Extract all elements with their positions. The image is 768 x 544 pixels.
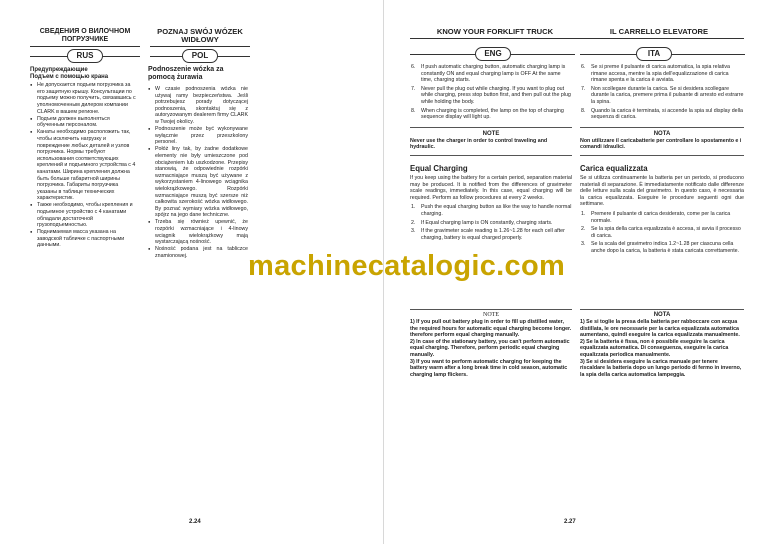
list-item: ● Trzeba się również upewnić, że rozpórki wzmacniające i 4-linowy wciągnik wielokrążkowy mają wystarczającą nośność. (148, 219, 248, 245)
ru-bullet-list (30, 82, 138, 249)
en-note1-title: NOTE (482, 130, 500, 137)
page-number-left: 2.24 (189, 519, 201, 525)
en-note2-rule (410, 309, 572, 310)
watermark-text: machinecatalogic.com (248, 250, 566, 282)
en-note2-title: NOTE (483, 312, 499, 318)
it-equal-charging-text: Se si utilizza continuamente la batteria per un periodo, si producono materiali di separazione. È immediatamente notificato dalle differenze delle letture sulla scala del gravimetro. In questo caso, è necessaria la carica equalizzata. Eseguire le procedure seguenti ogni due settimane. (580, 174, 744, 208)
it-header-rule (574, 38, 744, 39)
it-equal-charging-title: Carica equalizzata (580, 163, 648, 173)
it-steps-top (580, 64, 744, 121)
en-note1-bottom-rule (410, 155, 572, 156)
it-note2-title: NOTA (653, 312, 671, 318)
it-note1-rule (580, 127, 744, 128)
en-note1-text: Never use the charger in order to control traveling and hydraulic. (410, 137, 548, 151)
list-item: 2. Se la spia della carica equalizzata è accesa, si avvia il processo di carica. (581, 226, 741, 239)
it-note1-bottom-rule (580, 155, 744, 156)
list-item: ● Не допускается подъем погрузчика за его защитную крышу. Консультации по подъему можно получить, связавшись с уполномоченным дилером компании CLARK в вашем регионе. (30, 82, 138, 115)
it-note1-text: Non utilizzare il caricabatterie per controllare lo spostamento e i comandi idraulici. (580, 137, 742, 151)
list-item: 8. When charging is completed, the lamp on the top of charging sequence display will light up. (411, 107, 564, 121)
en-equal-charging-text: If you keep using the battery for a certain period, separation material may be produced. It is notified from the differences of gravimeter scale readings, immediately. In this case, equal charging will be required. Perform as follow procedures at every 2 weeks. (410, 174, 572, 201)
it-eq-steps (580, 211, 744, 255)
en-steps-top (410, 64, 572, 121)
ru-section-header: СВЕДЕНИЯ О ВИЛОЧНОМ ПОГРУЗЧИКЕ (39, 28, 131, 43)
en-eq-steps (410, 204, 572, 241)
en-column (410, 64, 572, 243)
en-note2-line: 3) If you want to perform automatic charging for keeping the battery warm after a long break time in cold season, automatic charging lamp flickers. (410, 358, 568, 378)
list-item: 1. Push the equal charging button as like the way to handle normal charging. (411, 204, 572, 217)
list-item: ● Канаты необходимо расположить так, чтобы исключить нагрузку и повреждение любых деталей и узлов погрузчика. Нормы требуют использования соответствующих креплений и подъемного устройства с 4 канатами. Ширина крепления должна быть больше габаритной ширины погрузчика. Габариты погрузчика указаны в таблице технических характеристик. (30, 129, 138, 202)
en-header-rule (410, 38, 580, 39)
en-equal-charging-title: Equal Charging (410, 163, 468, 173)
list-item: ● Также необходимо, чтобы крепления и подъемное устройство с 4 канатами обладали достаточной грузоподъемностью. (30, 202, 138, 228)
list-item: 6. If push automatic charging button, automatic charging lamp is constantly ON and equal charging lamp is OFF At the same time, charging starts. (411, 64, 566, 84)
it-note2-line: 1) Se si toglie la presa della batteria per rabboccare con acqua distillata, le ore necessarie per la carica equalizzata automatica aumentano, quindi eseguire la carica equalizzata manualmente. (580, 319, 740, 339)
pl-section-header: POZNAJ SWÓJ WÓZEK WIDŁOWY (157, 27, 243, 44)
en-note2-line: 2) In case of the stationary battery, you can't perform automatic equal charging. Therefore, perform periodic equal charging manually. (410, 338, 570, 358)
ru-crane-title: Подъем с помощью крана (30, 73, 109, 80)
list-item: 3. If the gravimeter scale reading is 1.26~1.28 for each cell after charging, battery is equal charged properly. (411, 228, 565, 241)
list-item: 8. Quando la carica è terminata, si accende la spia sul display della sequenza di carica. (581, 107, 743, 121)
en-note2 (410, 311, 572, 378)
en-note2-line: 1) If you pull out battery plug in order to fill up distilled water, the required hours for automatic equal charging become longer. therefore perform equal charging manually. (410, 319, 572, 339)
ru-language-tag: RUS (67, 49, 103, 63)
pl-header-rule (150, 46, 250, 47)
ru-warning-title: Предупреждающие (30, 67, 88, 73)
list-item: ● W czasie podnoszenia wózka nie używaj ramy bezpieczeństwa. Jeśli potrzebujesz porady dotyczącej podnoszenia, skontaktuj się z autoryzowanym dealerem firmy CLARK w Twojej okolicy. (148, 86, 248, 126)
list-item: ● Поднимаемая масса указана на заводской табличке с паспортными данными. (30, 229, 138, 249)
list-item: 7. Never pull the plug out while charging. If you want to plug out while charging, press stop button first, and then pull out the plug while holding the body. (411, 85, 571, 105)
en-note1-rule (410, 127, 572, 128)
list-item: ● Nośność podana jest na tabliczce znamionowej. (148, 246, 248, 259)
list-item: ● Подъем должен выполняться обученным персоналом. (30, 116, 138, 129)
it-note2-rule (580, 309, 744, 310)
pl-column (148, 66, 248, 260)
en-language-tag: ENG (475, 47, 511, 61)
it-note2-line: 3) Se si desidera eseguire la carica manuale per tenere riscaldare la batteria dopo un lungo periodo di fermo in inverno, la spia della carica automatica lampeggia. (580, 358, 742, 378)
it-note2 (580, 311, 744, 378)
list-item: 7. Non scollegare durante la carica. Se si desidera scollegare durante la carica, premere prima il pulsante di arresto ed estrarre la spina. (581, 85, 744, 105)
it-note1-title: NOTA (653, 130, 671, 137)
page-number-right: 2.27 (564, 519, 576, 525)
list-item: 6. Se si preme il pulsante di carica automatica, la spia relativa rimane accesa, mentre la spia dell'equalizzazione di carica rimane spenta e la carica è avviata. (581, 64, 730, 84)
list-item: 2. If Equal charging lamp is ON constantly, charging starts. (411, 219, 553, 226)
pl-language-tag: POL (182, 49, 218, 63)
list-item: ● Połóż liny tak, by żadne dodatkowe elementy nie były umieszczone pod obciążeniem lub uszkodzone. Przepisy stanowią, że odpowiednie rozpórki wzmacniające muszą być używane z wykorzystaniem 4-linowego wciągnika wielokrążkowego. Rozpórki wzmacniające muszą być szersze niż całkowita szerokość wózka widłowego. By poznać wymiary wózka widłowego, spójrz na jego dane techniczne. (148, 146, 248, 219)
it-note2-line: 2) Se la batteria è fissa, non è possibile eseguire la carica equalizzata automatica. Di conseguenza, eseguire la carica equalizzata periodica manualmente. (580, 338, 729, 358)
it-language-tag: ITA (636, 47, 672, 61)
list-item: 3. Se la scala del gravimetro indica 1.2~1.28 per ciascuna cella anche dopo la carica, la batteria è stata caricata correttamente. (581, 241, 740, 254)
pl-bullet-list (148, 86, 248, 259)
ru-column (30, 67, 138, 250)
list-item: 1. Premere il pulsante di carica desiderato, come per la carica normale. (581, 210, 731, 224)
en-section-header: KNOW YOUR FORKLIFT TRUCK (436, 27, 554, 36)
it-column (580, 64, 744, 256)
it-section-header: IL CARRELLO ELEVATORE (609, 27, 709, 36)
pl-crane-title: Podnoszenie wózka za pomocą żurawia (148, 66, 224, 81)
ru-header-rule (30, 46, 140, 47)
list-item: ● Podnoszenie może być wykonywane wyłącznie przez przeszkolony personel. (148, 126, 248, 146)
